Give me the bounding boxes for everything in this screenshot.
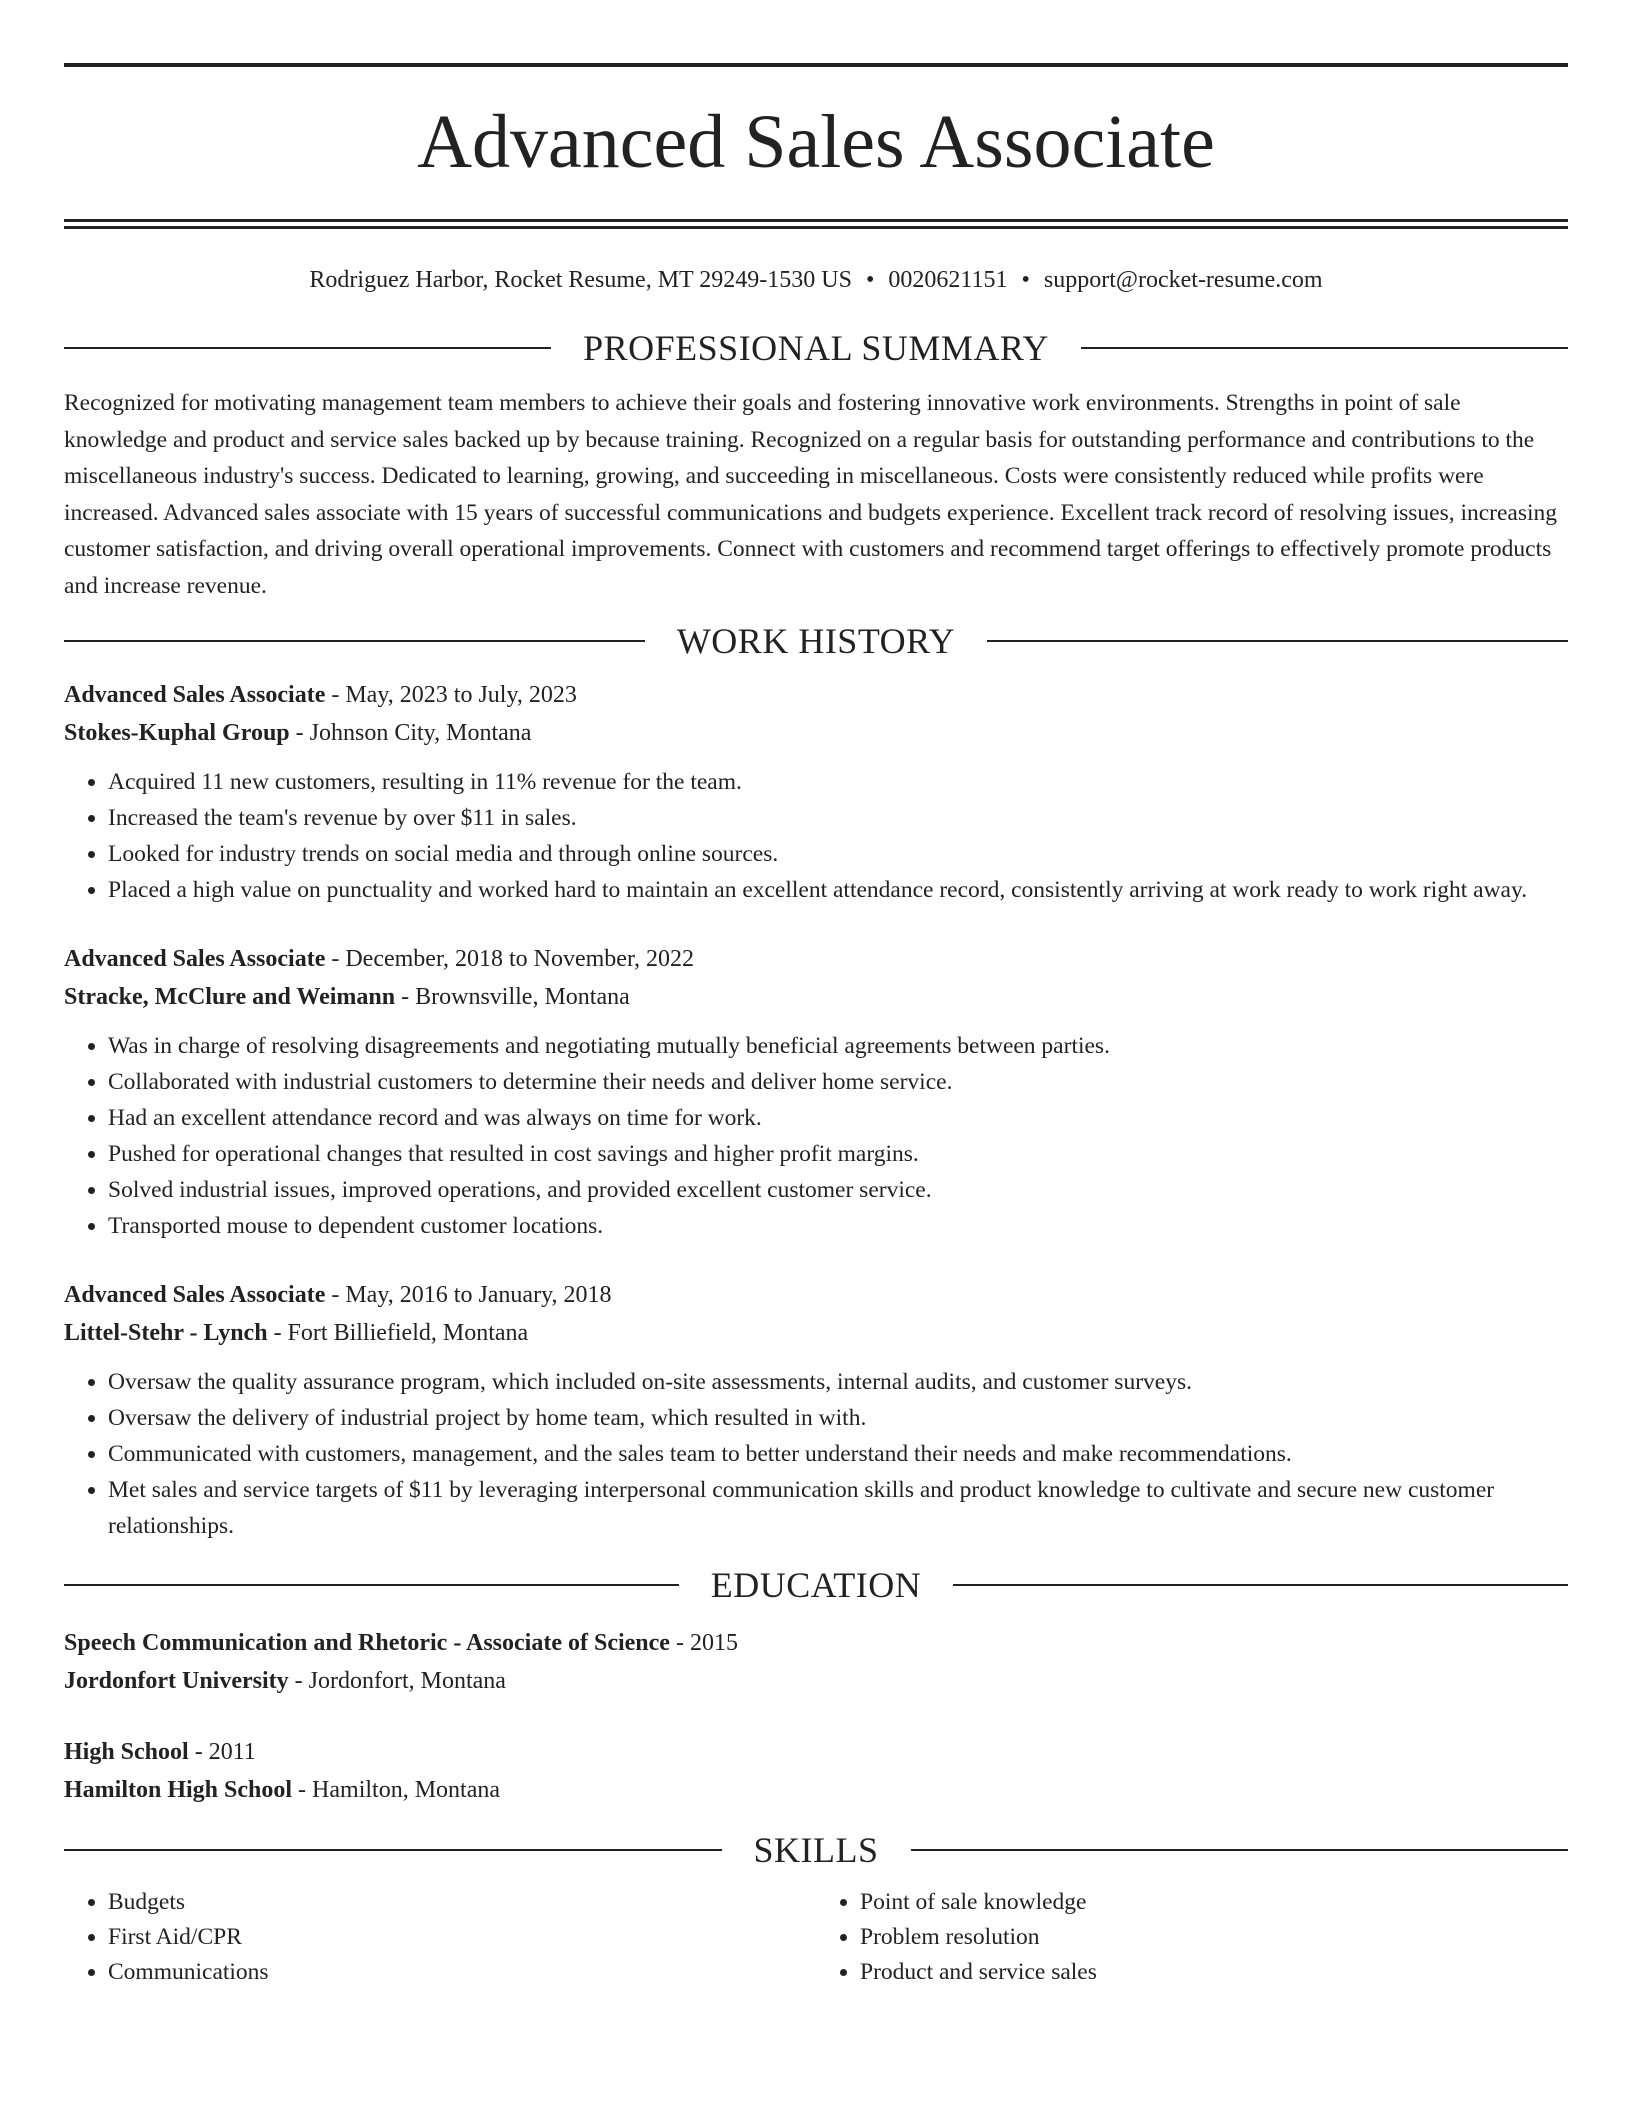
job-bullets [64, 764, 1568, 908]
job-entry [64, 676, 1568, 908]
job-entry [64, 1276, 1568, 1544]
section-rule [911, 1849, 1569, 1851]
job-bullet: • Was in charge of resolving disagreements and negotiating mutually beneficial agreements between parties. [108, 1028, 1568, 1064]
contact-separator: • [865, 267, 875, 293]
job-location: - Johnson City, Montana [289, 720, 532, 746]
job-bullet: • Solved industrial issues, improved operations, and provided excellent customer service. [108, 1172, 1568, 1208]
job-title-line [64, 940, 1568, 978]
section-title-education: EDUCATION [710, 1565, 922, 1605]
job-entry [64, 940, 1568, 1244]
section-header-education [64, 1562, 1568, 1608]
section-rule [64, 640, 645, 642]
skills-column-left [64, 1885, 816, 1990]
education-school-line [64, 1771, 1568, 1809]
education-degree-line [64, 1624, 1568, 1662]
job-bullet: • Collaborated with industrial customers to determine their needs and deliver home service. [108, 1064, 1568, 1100]
job-dates: - May, 2016 to January, 2018 [325, 1282, 612, 1308]
job-company: Littel-Stehr - Lynch [64, 1320, 268, 1346]
education-school: Jordonfort University [64, 1668, 289, 1694]
job-title: Advanced Sales Associate [64, 682, 326, 708]
contact-email[interactable]: support@rocket-resume.com [1043, 267, 1323, 293]
job-location: - Brownsville, Montana [395, 984, 630, 1010]
section-rule [64, 347, 551, 349]
resume-name: Advanced Sales Associate [417, 100, 1215, 184]
job-dates: - May, 2023 to July, 2023 [325, 682, 577, 708]
skill-item: • First Aid/CPR [108, 1920, 816, 1955]
skill-item: • Budgets [108, 1885, 816, 1920]
job-company: Stracke, McClure and Weimann [64, 984, 396, 1010]
education-location: - Hamilton, Montana [292, 1777, 501, 1803]
section-rule [64, 1849, 722, 1851]
job-bullet: • Pushed for operational changes that resulted in cost savings and higher profit margins. [108, 1136, 1568, 1172]
job-bullet: • Placed a high value on punctuality and worked hard to maintain an excellent attendance record, consistently arriving at work ready to work right away. [108, 872, 1568, 908]
skill-item: • Communications [108, 1955, 816, 1990]
job-title: Advanced Sales Associate [64, 1282, 326, 1308]
education-year: - 2015 [669, 1630, 738, 1656]
education-school-line [64, 1662, 1568, 1700]
header-double-rule [64, 219, 1568, 229]
section-rule [987, 640, 1568, 642]
skills-list [64, 1885, 1568, 1990]
skill-item: • Problem resolution [860, 1920, 1568, 1955]
job-bullet: • Had an excellent attendance record and was always on time for work. [108, 1100, 1568, 1136]
section-header-summary [64, 325, 1568, 371]
section-rule [953, 1584, 1568, 1586]
job-bullet: • Looked for industry trends on social media and through online sources. [108, 836, 1568, 872]
job-title-line [64, 676, 1568, 714]
section-title-summary: PROFESSIONAL SUMMARY [583, 328, 1049, 368]
job-location: - Fort Billiefield, Montana [267, 1320, 529, 1346]
job-bullet: • Oversaw the delivery of industrial project by home team, which resulted in with. [108, 1400, 1568, 1436]
skill-item: • Point of sale knowledge [860, 1885, 1568, 1920]
job-bullets [64, 1028, 1568, 1244]
contact-address: Rodriguez Harbor, Rocket Resume, MT 29249-1530 US [309, 267, 852, 293]
job-bullet: • Transported mouse to dependent customer locations. [108, 1208, 1568, 1244]
job-company-line [64, 1314, 1568, 1352]
contact-separator: • [1021, 267, 1030, 293]
job-title-line [64, 1276, 1568, 1314]
section-header-work [64, 618, 1568, 664]
education-year: - 2011 [188, 1739, 256, 1765]
contact-line [64, 263, 1568, 297]
section-title-skills: SKILLS [753, 1830, 879, 1870]
job-company-line [64, 714, 1568, 752]
education-degree: Speech Communication and Rhetoric - Associate of Science [64, 1630, 670, 1656]
job-company: Stokes-Kuphal Group [64, 720, 290, 746]
education-school: Hamilton High School [64, 1777, 293, 1803]
section-header-skills [64, 1827, 1568, 1873]
skills-column-right [816, 1885, 1568, 1990]
job-title: Advanced Sales Associate [64, 946, 326, 972]
job-bullet: • Communicated with customers, management, and the sales team to better understand their needs and make recommendations. [108, 1436, 1568, 1472]
job-bullet: • Met sales and service targets of $11 by leveraging interpersonal communication skills and product knowledge to cultivate and secure new customer relationships. [108, 1472, 1568, 1544]
job-bullet: • Acquired 11 new customers, resulting in 11% revenue for the team. [108, 764, 1568, 800]
resume-page [64, 63, 1568, 1990]
job-bullet: • Oversaw the quality assurance program, which included on-site assessments, internal audits, and customer surveys. [108, 1364, 1568, 1400]
education-location: - Jordonfort, Montana [288, 1668, 506, 1694]
education-entry [64, 1624, 1568, 1700]
job-bullets [64, 1364, 1568, 1544]
education-entry [64, 1733, 1568, 1809]
contact-phone: 0020621151 [888, 267, 1008, 293]
summary-text: Recognized for motivating management team members to achieve their goals and fostering innovative work environments. Strengths in point of sale knowledge and product and service sales backed up by because training. Recognized on a regular basis for outstanding performance and contributions to the miscellaneous industry's success. Dedicated to learning, growing, and succeeding in miscellaneous. Costs were consistently reduced while profits were increased. Advanced sales associate with 15 years of successful communications and budgets experience. Excellent track record of resolving issues, increasing customer satisfaction, and driving overall operational improvements. Connect with customers and recommend target offerings to effectively promote products and increase revenue. [64, 390, 1558, 599]
skill-item: • Product and service sales [860, 1955, 1568, 1990]
section-rule [64, 1584, 679, 1586]
section-title-work: WORK HISTORY [676, 621, 956, 661]
education-degree: High School [64, 1739, 189, 1765]
job-company-line [64, 978, 1568, 1016]
top-rule [64, 63, 1568, 67]
education-degree-line [64, 1733, 1568, 1771]
job-bullet: • Increased the team's revenue by over $11 in sales. [108, 800, 1568, 836]
job-dates: - December, 2018 to November, 2022 [325, 946, 694, 972]
section-rule [1081, 347, 1568, 349]
